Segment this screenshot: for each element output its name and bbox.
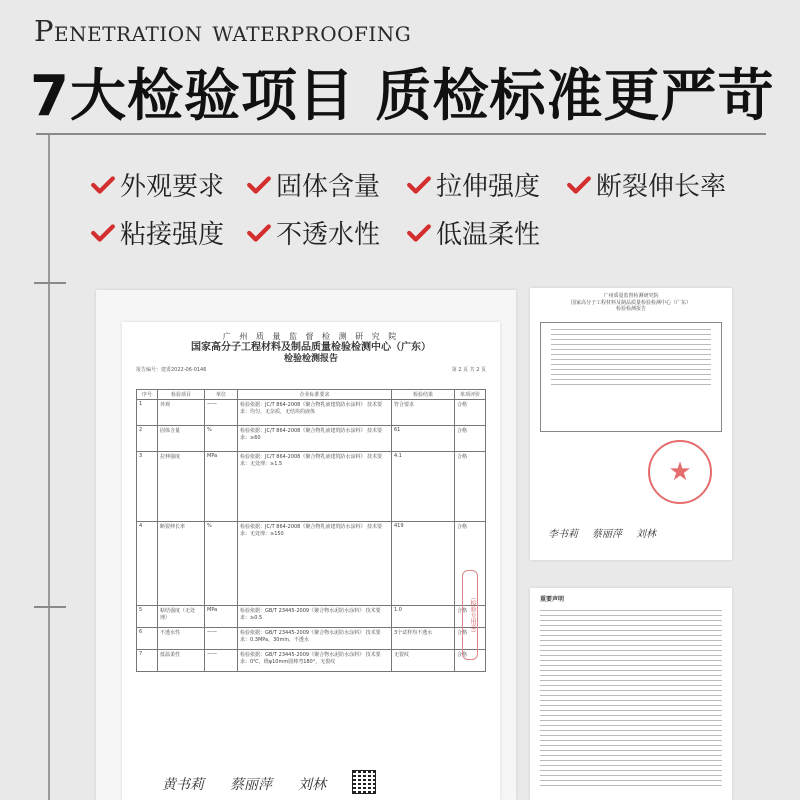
table-row — [137, 522, 486, 606]
inspection-item — [406, 166, 540, 203]
cell-result: 1.0 — [392, 606, 455, 628]
cell-no: 7 — [137, 650, 158, 672]
cell-result: 61 — [392, 426, 455, 452]
cell-no: 5 — [137, 606, 158, 628]
column-header: 企业标准要求 — [238, 390, 392, 400]
timeline-tick — [34, 606, 66, 608]
check-icon — [406, 172, 432, 198]
cell-evaluation: 合格 — [455, 628, 486, 650]
cell-requirement: 检验依据：GB/T 23445-2009《聚合物水泥防水涂料》 技术要求：≥0.5 — [238, 606, 392, 628]
seal-star-icon: ★ — [648, 440, 712, 504]
inspection-item-label: 断裂伸长率 — [596, 172, 727, 202]
signature: 黄书莉 — [162, 777, 204, 793]
signature-row — [162, 770, 376, 794]
check-icon — [246, 220, 272, 246]
report-meta — [122, 364, 500, 375]
cell-evaluation: 合格 — [455, 452, 486, 522]
check-icon — [406, 220, 432, 246]
inspection-item — [90, 166, 224, 203]
cover-title: 检验检测报告 — [615, 306, 646, 312]
cell-requirement: 检验依据：JC/T 864-2008《聚合物乳液建筑防水涂料》 技术要求：≥60 — [238, 426, 392, 452]
inspection-item-label: 低温柔性 — [436, 220, 541, 250]
page-headline: 7大检验项目 质检标准更严苛 — [30, 64, 775, 129]
column-header: 检验结果 — [392, 390, 455, 400]
cell-evaluation: 合格 — [455, 426, 486, 452]
report-center-line: 国家高分子工程材料及制品质量检验检测中心（广东） — [191, 341, 431, 353]
inspection-item-label: 固体含量 — [276, 172, 381, 202]
cell-item: 固体含量 — [158, 426, 205, 452]
cover-center-line: 国家高分子工程材料及制品质量检验检测中心（广东） — [570, 299, 691, 306]
cell-result: 无裂纹 — [392, 650, 455, 672]
signature: 李书莉 — [548, 529, 578, 540]
cell-evaluation: 合格 — [455, 522, 486, 606]
inspection-item-label: 外观要求 — [120, 172, 225, 202]
cell-requirement: 检验依据：JC/T 864-2008《聚合物乳液建筑防水涂料》 技术要求：无处理：≥150 — [238, 522, 392, 606]
inspection-item-label: 粘接强度 — [120, 220, 225, 250]
table-row — [137, 628, 486, 650]
check-icon — [90, 220, 116, 246]
inspection-report-page — [122, 322, 500, 800]
cover-org-line: 广州质量监督检测研究院 — [603, 293, 659, 299]
inspection-item — [246, 214, 380, 251]
side-seal-stamp: （检验专用章） — [462, 570, 478, 660]
cell-unit: MPa — [205, 606, 238, 628]
cell-unit: MPa — [205, 452, 238, 522]
inspection-item-label: 拉伸强度 — [436, 172, 541, 202]
cell-item: 断裂伸长率 — [158, 522, 205, 606]
qr-code — [352, 770, 376, 794]
check-icon — [566, 172, 592, 198]
cell-unit: —— — [205, 628, 238, 650]
cell-unit: % — [205, 522, 238, 606]
cell-evaluation: 合格 — [455, 606, 486, 628]
inspection-item — [90, 214, 224, 251]
statement-page — [530, 588, 732, 800]
cell-requirement: 检验依据：GB/T 23445-2009《聚合物水泥防水涂料》 技术要求：0.3MPa，30min，不透水 — [238, 628, 392, 650]
cover-info-table — [540, 322, 722, 432]
report-table — [136, 389, 486, 672]
cell-no: 6 — [137, 628, 158, 650]
check-icon — [90, 172, 116, 198]
cell-result: 符合要求 — [392, 400, 455, 426]
signature: 蔡丽萍 — [230, 777, 272, 793]
cell-requirement: 检验依据：JC/T 864-2008《聚合物乳液建筑防水涂料》 技术要求：无处理：≥1.5 — [238, 452, 392, 522]
table-row — [137, 606, 486, 628]
cell-unit: —— — [205, 400, 238, 426]
table-header-row — [137, 390, 486, 400]
cell-item: 外观 — [158, 400, 205, 426]
table-row — [137, 650, 486, 672]
timeline-line — [48, 135, 50, 800]
check-icon — [246, 172, 272, 198]
cell-no: 2 — [137, 426, 158, 452]
cell-no: 4 — [137, 522, 158, 606]
cell-evaluation: 合格 — [455, 650, 486, 672]
cell-item: 粘结强度（无处理） — [158, 606, 205, 628]
cell-no: 1 — [137, 400, 158, 426]
header-rule — [36, 133, 766, 135]
inspection-item — [566, 166, 726, 203]
report-title: 检验检测报告 — [283, 353, 338, 364]
cell-item: 低温柔性 — [158, 650, 205, 672]
table-row — [137, 426, 486, 452]
cover-signature-row — [548, 525, 656, 540]
statement-text-lines — [540, 606, 722, 790]
cell-unit: % — [205, 426, 238, 452]
cell-requirement: 检验依据：GB/T 23445-2009《聚合物水泥防水涂料》 技术要求：0℃，绕φ10mm圆棒弯180°，无裂纹 — [238, 650, 392, 672]
cell-requirement: 检验依据：JC/T 864-2008《聚合物乳液建筑防水涂料》 技术要求：均匀、无杂质，无结块的液体 — [238, 400, 392, 426]
column-header: 序号 — [137, 390, 158, 400]
inspection-item — [246, 166, 380, 203]
report-page-info: 第 2 页 共 2 页 — [451, 367, 486, 374]
column-header: 单位 — [205, 390, 238, 400]
cell-item: 拉伸强度 — [158, 452, 205, 522]
report-org-line: 广 州 质 量 监 督 检 测 研 究 院 — [222, 332, 400, 341]
inspection-item — [406, 214, 540, 251]
table-row — [137, 452, 486, 522]
statement-heading: 重要声明 — [540, 596, 565, 603]
table-row — [137, 400, 486, 426]
cell-result: 419 — [392, 522, 455, 606]
signature: 刘林 — [298, 777, 326, 793]
cell-evaluation: 合格 — [455, 400, 486, 426]
cell-item: 不透水性 — [158, 628, 205, 650]
signature: 刘林 — [636, 529, 656, 540]
inspection-item-label: 不透水性 — [276, 220, 381, 250]
cover-report-page — [530, 288, 732, 560]
cell-result: 3个试样均不透水 — [392, 628, 455, 650]
cell-no: 3 — [137, 452, 158, 522]
timeline-tick — [34, 282, 66, 284]
report-number: 报告编号：建委2022-06-0146 — [136, 367, 207, 374]
cell-unit: —— — [205, 650, 238, 672]
signature: 蔡丽萍 — [592, 529, 622, 540]
column-header: 单项评价 — [455, 390, 486, 400]
page-eyebrow: Penetration waterproofing — [34, 14, 412, 48]
column-header: 检验项目 — [158, 390, 205, 400]
cell-result: 4.1 — [392, 452, 455, 522]
